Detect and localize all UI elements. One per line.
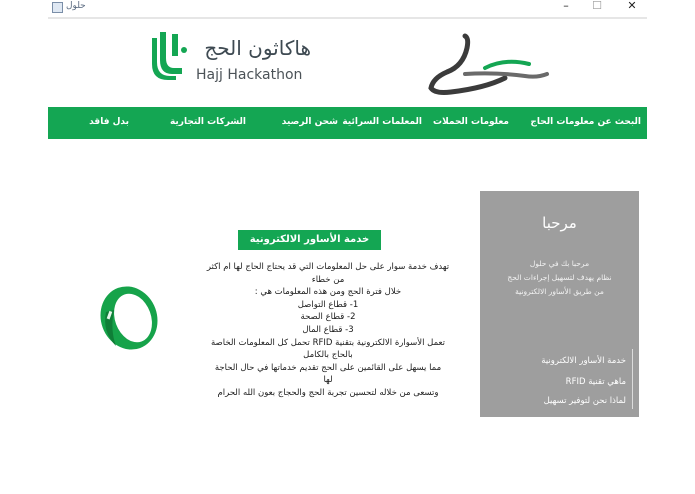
maximize-button[interactable]: ☐ (592, 0, 602, 12)
nav-guides[interactable]: المعلمات السرائية (342, 117, 422, 127)
service-line: من خطاء (311, 274, 345, 285)
service-description (183, 261, 473, 400)
welcome-line: نظام يهدف لتسهيل إجراءات الحج (507, 273, 612, 282)
window-title: حلول (66, 1, 86, 11)
sidebar-menu (512, 349, 633, 409)
service-line: لها (323, 375, 333, 386)
header-divider (48, 17, 647, 19)
minimize-button[interactable]: – (563, 0, 569, 12)
nav-companies[interactable]: الشركات التجارية (169, 117, 246, 127)
welcome-line: من طريق الأساور الالكترونية (515, 287, 604, 296)
nav-replacement[interactable]: بدل فاقد (89, 117, 129, 127)
welcome-line: مرحبا بك في حلول (529, 259, 590, 268)
service-line: 1- قطاع التواصل (297, 299, 359, 310)
service-line: 2- قطاع الصحة (300, 312, 356, 323)
service-line: بالحاج بالكامل (303, 350, 353, 361)
nav-campaigns-info[interactable]: معلومات الحملات (433, 117, 509, 127)
window-titlebar (0, 0, 695, 16)
hackathon-arabic-name: هاكاثون الحج (204, 36, 311, 60)
service-line: تعمل الأسوارة الالكترونية بتقنية RFID تحمل كل المعلومات الخاصة (210, 337, 445, 348)
hackathon-english-name: Hajj Hackathon (196, 67, 303, 83)
bracelet-icon (96, 282, 162, 354)
sidebar-item-rfid[interactable]: ماهي تقنية RFID (565, 377, 626, 387)
welcome-text (486, 257, 633, 299)
hulul-calligraphy-logo-icon (425, 28, 550, 98)
nav-pilgrim-search[interactable]: البحث عن معلومات الحاج (530, 117, 641, 127)
nav-recharge[interactable]: شحن الرصيد (281, 117, 338, 127)
service-line: 3- قطاع المال (302, 324, 354, 335)
close-button[interactable]: ✕ (627, 0, 637, 12)
hajj-hackathon-logo-icon (146, 28, 192, 80)
service-line: تهدف خدمة سوار على حل المعلومات التي قد يحتاج الحاج لها ام اكثر (206, 262, 450, 272)
sidebar-panel (480, 191, 639, 417)
welcome-heading: مرحبا (542, 214, 577, 232)
main-navbar (48, 107, 647, 139)
sidebar-item-bracelet-service[interactable]: خدمة الأساور الالكترونية (541, 356, 626, 366)
service-title: خدمة الأساور الالكترونية (238, 230, 381, 250)
service-line: مما يسهل على القائمين على الحج تقديم خدماتها في حال الحاجة (214, 362, 442, 373)
service-line: وتسعى من خلاله لتحسين تجربة الحج والحجاج بعون الله الحرام (217, 387, 439, 398)
app-icon (52, 2, 63, 13)
service-line: خلال فترة الحج ومن هذه المعلومات هي : (254, 287, 402, 298)
sidebar-item-why-us[interactable]: لماذا نحن لتوفير تسهيل (543, 396, 626, 406)
